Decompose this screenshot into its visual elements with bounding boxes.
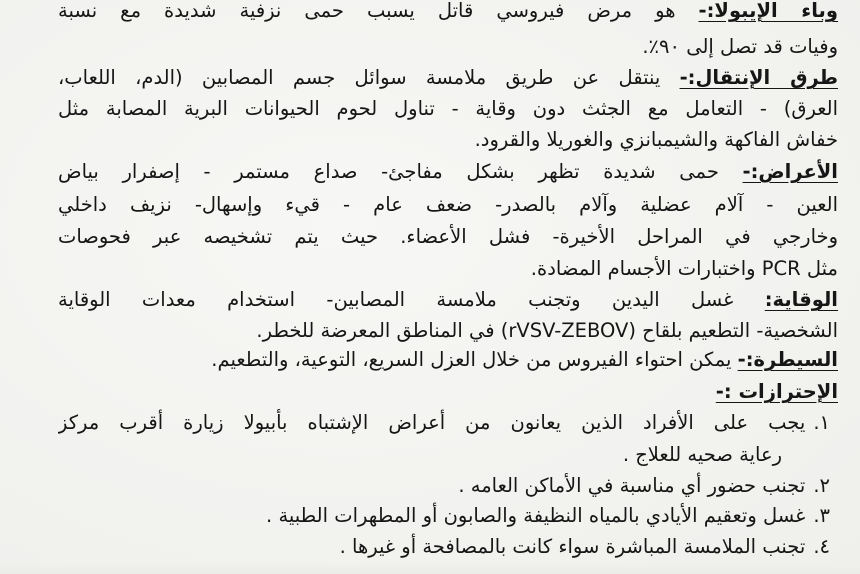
precaution-text-4: تجنب الملامسة المباشرة سواء كانت بالمصافحة أو غيرها .: [339, 535, 806, 558]
precautions-heading-line: [58, 377, 838, 407]
transmission-line-3: [58, 125, 838, 155]
precaution-text-2: تجنب حضور أي مناسبة في الأماكن العامه .: [458, 474, 806, 497]
prevention-text-2: الشخصية- التطعيم بلقاح (rVSV-ZEBOV) في المناطق المعرضة للخطر.: [256, 319, 838, 342]
symptoms-line-3: [58, 222, 838, 252]
symptoms-heading: الأعراض:-: [742, 160, 838, 183]
precaution-item-4: [58, 532, 830, 562]
ebola-line-1: [58, 0, 838, 26]
ebola-line-2: [58, 32, 838, 62]
transmission-text-1: ينتقل عن طريق ملامسة سوائل جسم المصابين (الدم، اللعاب،: [58, 66, 661, 89]
precaution-number-3: ٣.: [813, 504, 830, 527]
symptoms-text-2: العين - آلام عضلية وآلام بالصدر- ضعف عام - قيء وإسهال- نزيف داخلي: [58, 193, 838, 216]
symptoms-line-4: [58, 254, 838, 284]
prevention-line-1: [58, 285, 838, 315]
precaution-text-1a: يجب على الأفراد الذين يعانون من أعراض الإشتباه بأبيولا زيارة أقرب مركز: [58, 411, 806, 434]
precaution-number-2: ٢.: [813, 474, 830, 497]
precaution-text-1b: رعاية صحيه للعلاج .: [622, 443, 782, 466]
precautions-heading: الإحترازات :-: [715, 380, 838, 403]
page-bottom-edge: [0, 564, 860, 574]
transmission-heading: طرق الإنتقال:-: [679, 66, 838, 89]
transmission-line-1: [58, 63, 838, 93]
symptoms-text-1: حمى شديدة تظهر بشكل مفاجئ- صداع مستمر - إصفرار بياض: [58, 160, 719, 183]
control-text: يمكن احتواء الفيروس من خلال العزل السريع، التوعية، والتطعيم.: [211, 348, 732, 371]
transmission-line-2: [58, 94, 838, 124]
symptoms-text-3: وخارجي في المراحل الأخيرة- فشل الأعضاء. حيث يتم تشخيصه عبر فحوصات: [58, 225, 838, 248]
ebola-text-2: وفيات قد تصل إلى ٩٠٪.: [642, 35, 838, 58]
symptoms-text-4: مثل PCR واختبارات الأجسام المضادة.: [530, 257, 838, 280]
symptoms-line-1: [58, 157, 838, 187]
control-heading: السيطرة:-: [737, 348, 838, 371]
ebola-text-1: هو مرض فيروسي قاتل يسبب حمى نزفية شديدة مع نسبة: [58, 0, 676, 22]
control-line: [58, 345, 838, 375]
transmission-text-3: خفاش الفاكهة والشيمبانزي والغوريلا والقرود.: [474, 128, 838, 151]
precaution-item-1-cont: [58, 440, 782, 470]
prevention-heading: الوقاية:: [764, 288, 838, 311]
precaution-item-2: [58, 471, 830, 501]
precaution-item-1: [58, 408, 830, 438]
precaution-number-1: ١.: [813, 411, 830, 434]
ebola-heading: وباء الإيبولا:-: [698, 0, 838, 22]
precaution-number-4: ٤.: [813, 535, 830, 558]
precaution-item-3: [58, 501, 830, 531]
transmission-text-2: العرق) - التعامل مع الجثث دون وقاية - تناول لحوم الحيوانات البرية المصابة مثل: [58, 97, 838, 120]
precaution-text-3: غسل وتعقيم الأيادي بالمياه النظيفة والصابون أو المطهرات الطبية .: [266, 504, 806, 527]
prevention-text-1: غسل اليدين وتجنب ملامسة المصابين- استخدام معدات الوقاية: [58, 288, 734, 311]
symptoms-line-2: [58, 190, 838, 220]
prevention-line-2: [58, 316, 838, 346]
